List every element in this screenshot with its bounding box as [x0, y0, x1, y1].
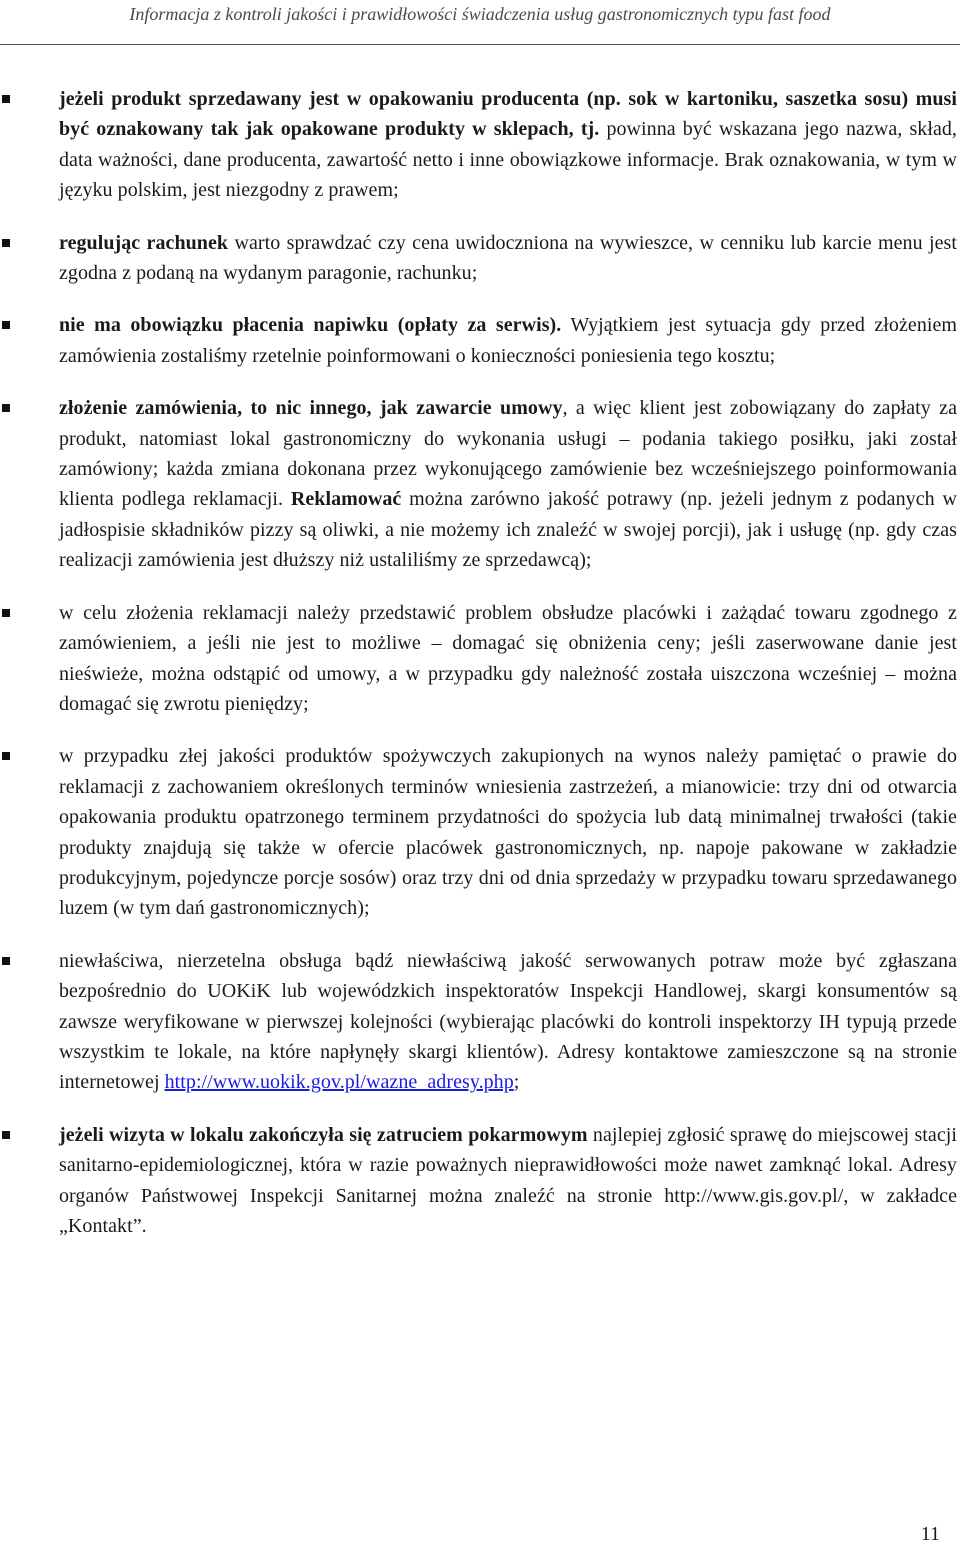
header-title: Informacja z kontroli jakości i prawidłowości świadczenia usług gastronomicznych typu fast food	[129, 4, 831, 24]
square-bullet-icon	[2, 957, 10, 965]
square-bullet-icon	[2, 239, 10, 247]
item-bold-text: jeżeli wizyta w lokalu zakończyła się zatruciem pokarmowym	[59, 1123, 588, 1146]
item-text-end: ;	[513, 1071, 520, 1094]
item-text: warto sprawdzać czy cena uwidoczniona na wywieszce, w cenniku lub karcie menu jest zgodna z podaną na wydanym paragonie, rachunku;	[59, 231, 957, 285]
list-item	[0, 598, 960, 720]
item-text: niewłaściwa, nierzetelna obsługa bądź niewłaściwą jakość serwowanych potraw może być zgłaszana bezpośrednio do UOKiK lub wojewódzkich inspektoratów Inspekcji Handlowej, skargi konsumentów są zawsze weryfikowane w pierwszej kolejności (wybierając placówki do kontroli inspektorzy IH typują przede wszystkim te lokale, na które napłynęły skargi klientów). Adresy kontaktowe zamieszczone są na stronie internetowej	[59, 949, 957, 1094]
list-item	[0, 84, 960, 206]
item-bold-text: złożenie zamówienia, to nic innego, jak zawarcie umowy	[59, 397, 563, 420]
page-number: 11	[920, 1523, 940, 1545]
item-text: powinna być wskazana jego nazwa, skład, data ważności, dane producenta, zawartość netto i inne obowiązkowe informacje. Brak oznakowania, w tym w języku polskim, jest niezgodny z prawem;	[59, 118, 957, 202]
header-divider	[0, 44, 960, 45]
item-bold-text: nie ma obowiązku płacenia napiwku (opłaty za serwis).	[59, 314, 562, 337]
running-header	[0, 0, 960, 44]
list-item	[0, 228, 960, 289]
item-text: w przypadku złej jakości produktów spożywczych zakupionych na wynos należy pamiętać o prawie do reklamacji z zachowaniem określonych terminów wniesienia zastrzeżeń, a mianowicie: trzy dni od otwarcia opakowania produktu opatrzonego terminem przydatności do spożycia lub datą minimalnej trwałości (takie produkty znajdują się także w ofercie placówek gastronomicznych, np. napoje pakowane w zakładzie produkcyjnym, pojedyncze porcje sosów) oraz trzy dni od dnia sprzedaży w przypadku towaru sprzedawanego luzem (w tym dań gastronomicznych);	[59, 745, 957, 920]
item-bold-text: regulując rachunek	[59, 231, 229, 254]
square-bullet-icon	[2, 404, 10, 412]
square-bullet-icon	[2, 609, 10, 617]
uokik-addresses-link[interactable]: http://www.uokik.gov.pl/wazne_adresy.php	[164, 1071, 514, 1094]
square-bullet-icon	[2, 321, 10, 329]
item-text: , a więc klient jest zobowiązany do zapłaty za produkt, natomiast lokal gastronomiczny do wykonania usługi – podania takiego posiłku, jaki został zamówiony; każda zmiana dokonana przez wykonującego zamówienie bez wcześniejszego poinformowania klienta podlega reklamacji.	[59, 397, 957, 511]
list-item	[0, 741, 960, 923]
square-bullet-icon	[2, 95, 10, 103]
square-bullet-icon	[2, 752, 10, 760]
item-bold-text-2: Reklamować	[290, 488, 402, 511]
bullet-list	[0, 84, 960, 1263]
item-bold-text: jeżeli produkt sprzedawany jest w opakowaniu producenta (np. sok w kartoniku, saszetka sosu) musi być oznakowany tak jak opakowane produkty w sklepach, tj.	[59, 88, 957, 141]
item-text: Wyjątkiem jest sytuacja gdy przed złożeniem zamówienia zostaliśmy rzetelnie poinformowani o konieczności poniesienia tego kosztu;	[59, 314, 958, 367]
item-text: w celu złożenia reklamacji należy przedstawić problem obsłudze placówki i zażądać towaru zgodnego z zamówieniem, a jeśli nie jest to możliwe – domagać się obniżenia ceny; jeśli zaserwowane danie jest nieświeże, można odstąpić od umowy, a w przypadku gdy należność została uiszczona wcześniej – można domagać się zwrotu pieniędzy;	[59, 601, 957, 715]
square-bullet-icon	[2, 1131, 10, 1139]
item-text-2: można zarówno jakość potrawy (np. jeżeli jednym z podanych w jadłospisie składników pizzy są oliwki, a nie możemy ich znaleźć w swojej porcji), jak i usługę (np. gdy czas realizacji zamówienia jest dłuższy niż ustaliliśmy ze sprzedawcą);	[59, 488, 958, 572]
list-item	[0, 393, 960, 575]
list-item	[0, 1120, 960, 1242]
list-item	[0, 946, 960, 1098]
list-item	[0, 310, 960, 371]
item-text: najlepiej zgłosić sprawę do miejscowej stacji sanitarno-epidemiologicznej, która w razie poważnych nieprawidłowości może nawet zamknąć lokal. Adresy organów Państwowej Inspekcji Sanitarnej można znaleźć na stronie http://www.gis.gov.pl/, w zakładce „Kontakt”.	[59, 1123, 957, 1237]
